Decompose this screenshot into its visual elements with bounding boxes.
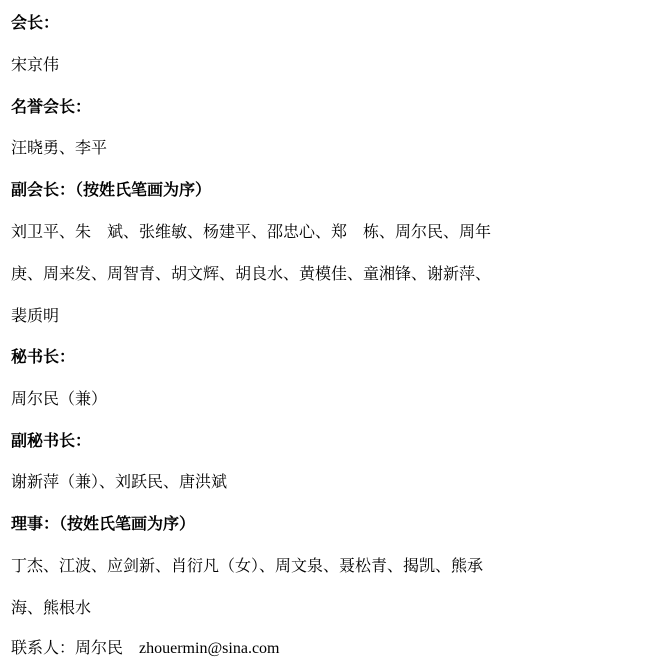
deputy-secretary-names: 谢新萍（兼）、刘跃民、唐洪斌 xyxy=(11,472,228,491)
contact-email[interactable]: zhouermin@sina.com xyxy=(139,640,280,657)
president-heading: 会长： xyxy=(11,13,60,32)
directors-names-line-1: 丁杰、江波、应剑新、肖衍凡（女）、周文泉、聂松青、揭凯、熊承 xyxy=(11,556,484,575)
honorary-president-heading: 名誉会长： xyxy=(11,97,92,116)
president-names: 宋京伟 xyxy=(11,55,60,74)
deputy-secretary-heading: 副秘书长： xyxy=(11,431,92,450)
vice-president-heading: 副会长：（按姓氏笔画为序） xyxy=(11,180,212,199)
vice-president-names-line-1: 刘卫平、朱 斌、张维敏、杨建平、邵忠心、郑 栋、周尔民、周年 xyxy=(11,222,492,241)
directors-heading: 理事：（按姓氏笔画为序） xyxy=(11,514,196,533)
contact-line xyxy=(11,638,280,659)
secretary-general-heading: 秘书长： xyxy=(11,347,76,366)
directors-names-line-2: 海、熊根水 xyxy=(11,598,92,617)
honorary-president-names: 汪晓勇、李平 xyxy=(11,138,108,157)
contact-label: 联系人：周尔民 xyxy=(11,638,124,657)
vice-president-names-line-2: 庚、周来发、周智青、胡文辉、胡良水、黄模佳、童湘锋、谢新萍、 xyxy=(11,264,492,283)
vice-president-names-line-3: 裴质明 xyxy=(11,306,60,325)
secretary-general-names: 周尔民（兼） xyxy=(11,389,108,408)
